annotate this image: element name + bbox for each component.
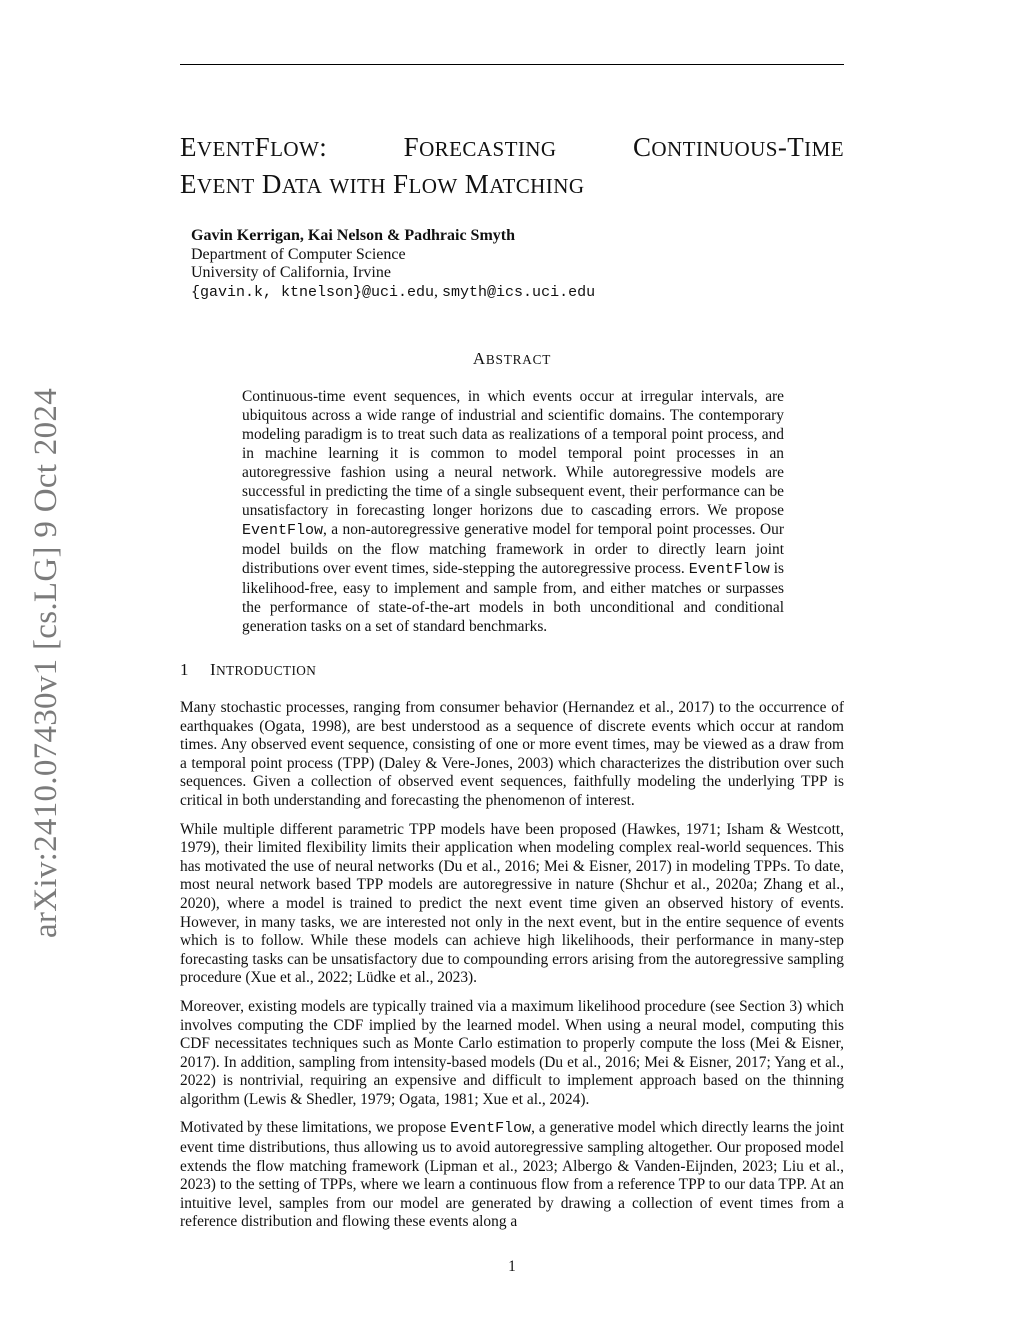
- section-body: [180, 699, 844, 1242]
- title-line-1: [180, 130, 844, 167]
- title-word-eventflow: EVENTFLOW:: [180, 132, 328, 162]
- intro-paragraph-2: While multiple different parametric TPP models have been proposed (Hawkes, 1971; Isham & Westcott, 1979), their limited flexibility limits their application when modeling complex real-world sequences. This has motivated the use of neural networks (Du et al., 2016; Mei & Eisner, 2017) in modeling TPPs. To date, most neural network based TPP models are autoregressive in nature (Shchur et al., 2020a; Zhang et al., 2020), where a model is trained to predict the next event time given an observed history of events. However, in many tasks, we are interested not only in the next event, but in the entire sequence of events which is to follow. While these models can achieve high likelihoods, their performance in many-step forecasting tasks can be unsatisfactory due to compounding errors arising from the autoregressive sampling procedure (Xue et al., 2022; Lüdke et al., 2023).: [180, 820, 844, 987]
- page-number: 1: [508, 1258, 516, 1275]
- intro-p4-code-eventflow: EventFlow: [450, 1120, 532, 1138]
- section-heading-introduction: [180, 660, 316, 680]
- title-word-forecasting: FORECASTING: [403, 132, 557, 162]
- intro-p4-part-b: , a generative model which directly learns the joint event time distributions, thus allowing us to avoid autoregressive sampling altogether. Our proposed model extends the flow matching framework (Lipman et al., 2023; Albergo & Vanden-Eijnden, 2023; Liu et al., 2023) to the setting of TPPs, where we learn a continuous flow from a reference TPP to our data TPP. At an intuitive level, samples from our model are generated by drawing a collection of event times from a reference distribution and flowing these events along a: [180, 1119, 844, 1231]
- paper-title: [180, 130, 844, 204]
- title-line-2: EVENT DATA WITH FLOW MATCHING: [180, 169, 585, 199]
- arxiv-identifier: arXiv:2410.07430v1 [cs.LG] 9 Oct 2024: [27, 387, 64, 938]
- abstract-part-c: is likelihood-free, easy to implement and sample from, and either matches or surpasses the performance of state-of-the-art models in both unconditional and conditional generation tasks on a set of standard benchmarks.: [242, 560, 784, 635]
- email-single[interactable]: smyth@ics.uci.edu: [442, 283, 596, 301]
- email-group[interactable]: {gavin.k, ktnelson}@uci.edu: [191, 283, 435, 301]
- intro-paragraph-4: [180, 1119, 844, 1232]
- intro-paragraph-1: Many stochastic processes, ranging from consumer behavior (Hernandez et al., 2017) to the occurrence of earthquakes (Ogata, 1998), are best understood as a sequence of discrete events which occur at random times. Any observed event sequence, consisting of one or more event times, may be viewed as a draw from a temporal point process (TPP) (Daley & Vere-Jones, 2003) which characterizes the distribution over such sequences. Given a collection of observed event sequences, faithfully modeling the underlying TPP is critical in both understanding and forecasting the phenomenon of interest.: [180, 699, 844, 809]
- title-word-continuous-time: CONTINUOUS-TIME: [632, 132, 844, 162]
- arxiv-sidebar: [26, 368, 66, 958]
- header-rule: [180, 64, 844, 65]
- abstract-part-a: Continuous-time event sequences, in which events occur at irregular intervals, are ubiquitous across a wide range of industrial and scientific domains. The contemporary modeling paradigm is to treat such data as realizations of a temporal point process, and in machine learning it is common to model temporal point processes in an autoregressive fashion using a neural network. While autoregressive models are successful in predicting the time of a single subsequent event, their performance can be unsatisfactory in forecasting longer horizons due to cascading errors. We propose: [242, 388, 784, 519]
- intro-paragraph-3: Moreover, existing models are typically trained via a maximum likelihood procedure (see Section 3) which involves computing the CDF implied by the learned model. When using a neural model, computing this CDF necessitates techniques such as Monte Carlo estimation to properly compute the loss (Mei & Eisner, 2017). In addition, sampling from intensity-based models (Du et al., 2016; Mei & Eisner, 2017; Yang et al., 2022) is nontrivial, requiring an expensive and difficult to implement approach based on the thinning algorithm (Lewis & Shedler, 1979; Ogata, 1981; Xue et al., 2024).: [180, 997, 844, 1108]
- author-university: University of California, Irvine: [191, 264, 391, 281]
- abstract-part-b: , a non-autoregressive generative model for temporal point processes. Our model builds on the flow matching framework in order to directly learn joint distributions over event times, side-stepping the autoregressive process.: [242, 521, 784, 577]
- author-emails: [191, 283, 595, 303]
- intro-p4-part-a: Motivated by these limitations, we propose: [180, 1119, 451, 1137]
- author-department: Department of Computer Science: [191, 245, 406, 263]
- author-names: Gavin Kerrigan, Kai Nelson & Padhraic Smyth: [191, 227, 515, 244]
- abstract-code-eventflow-2: EventFlow: [688, 561, 770, 578]
- section-title: INTRODUCTION: [210, 660, 317, 679]
- author-block: [191, 227, 595, 302]
- abstract-code-eventflow-1: EventFlow: [242, 522, 324, 539]
- email-separator: ,: [434, 282, 443, 300]
- abstract-heading: ABSTRACT: [472, 349, 552, 368]
- section-number: 1: [180, 660, 189, 679]
- abstract-text: [242, 387, 784, 636]
